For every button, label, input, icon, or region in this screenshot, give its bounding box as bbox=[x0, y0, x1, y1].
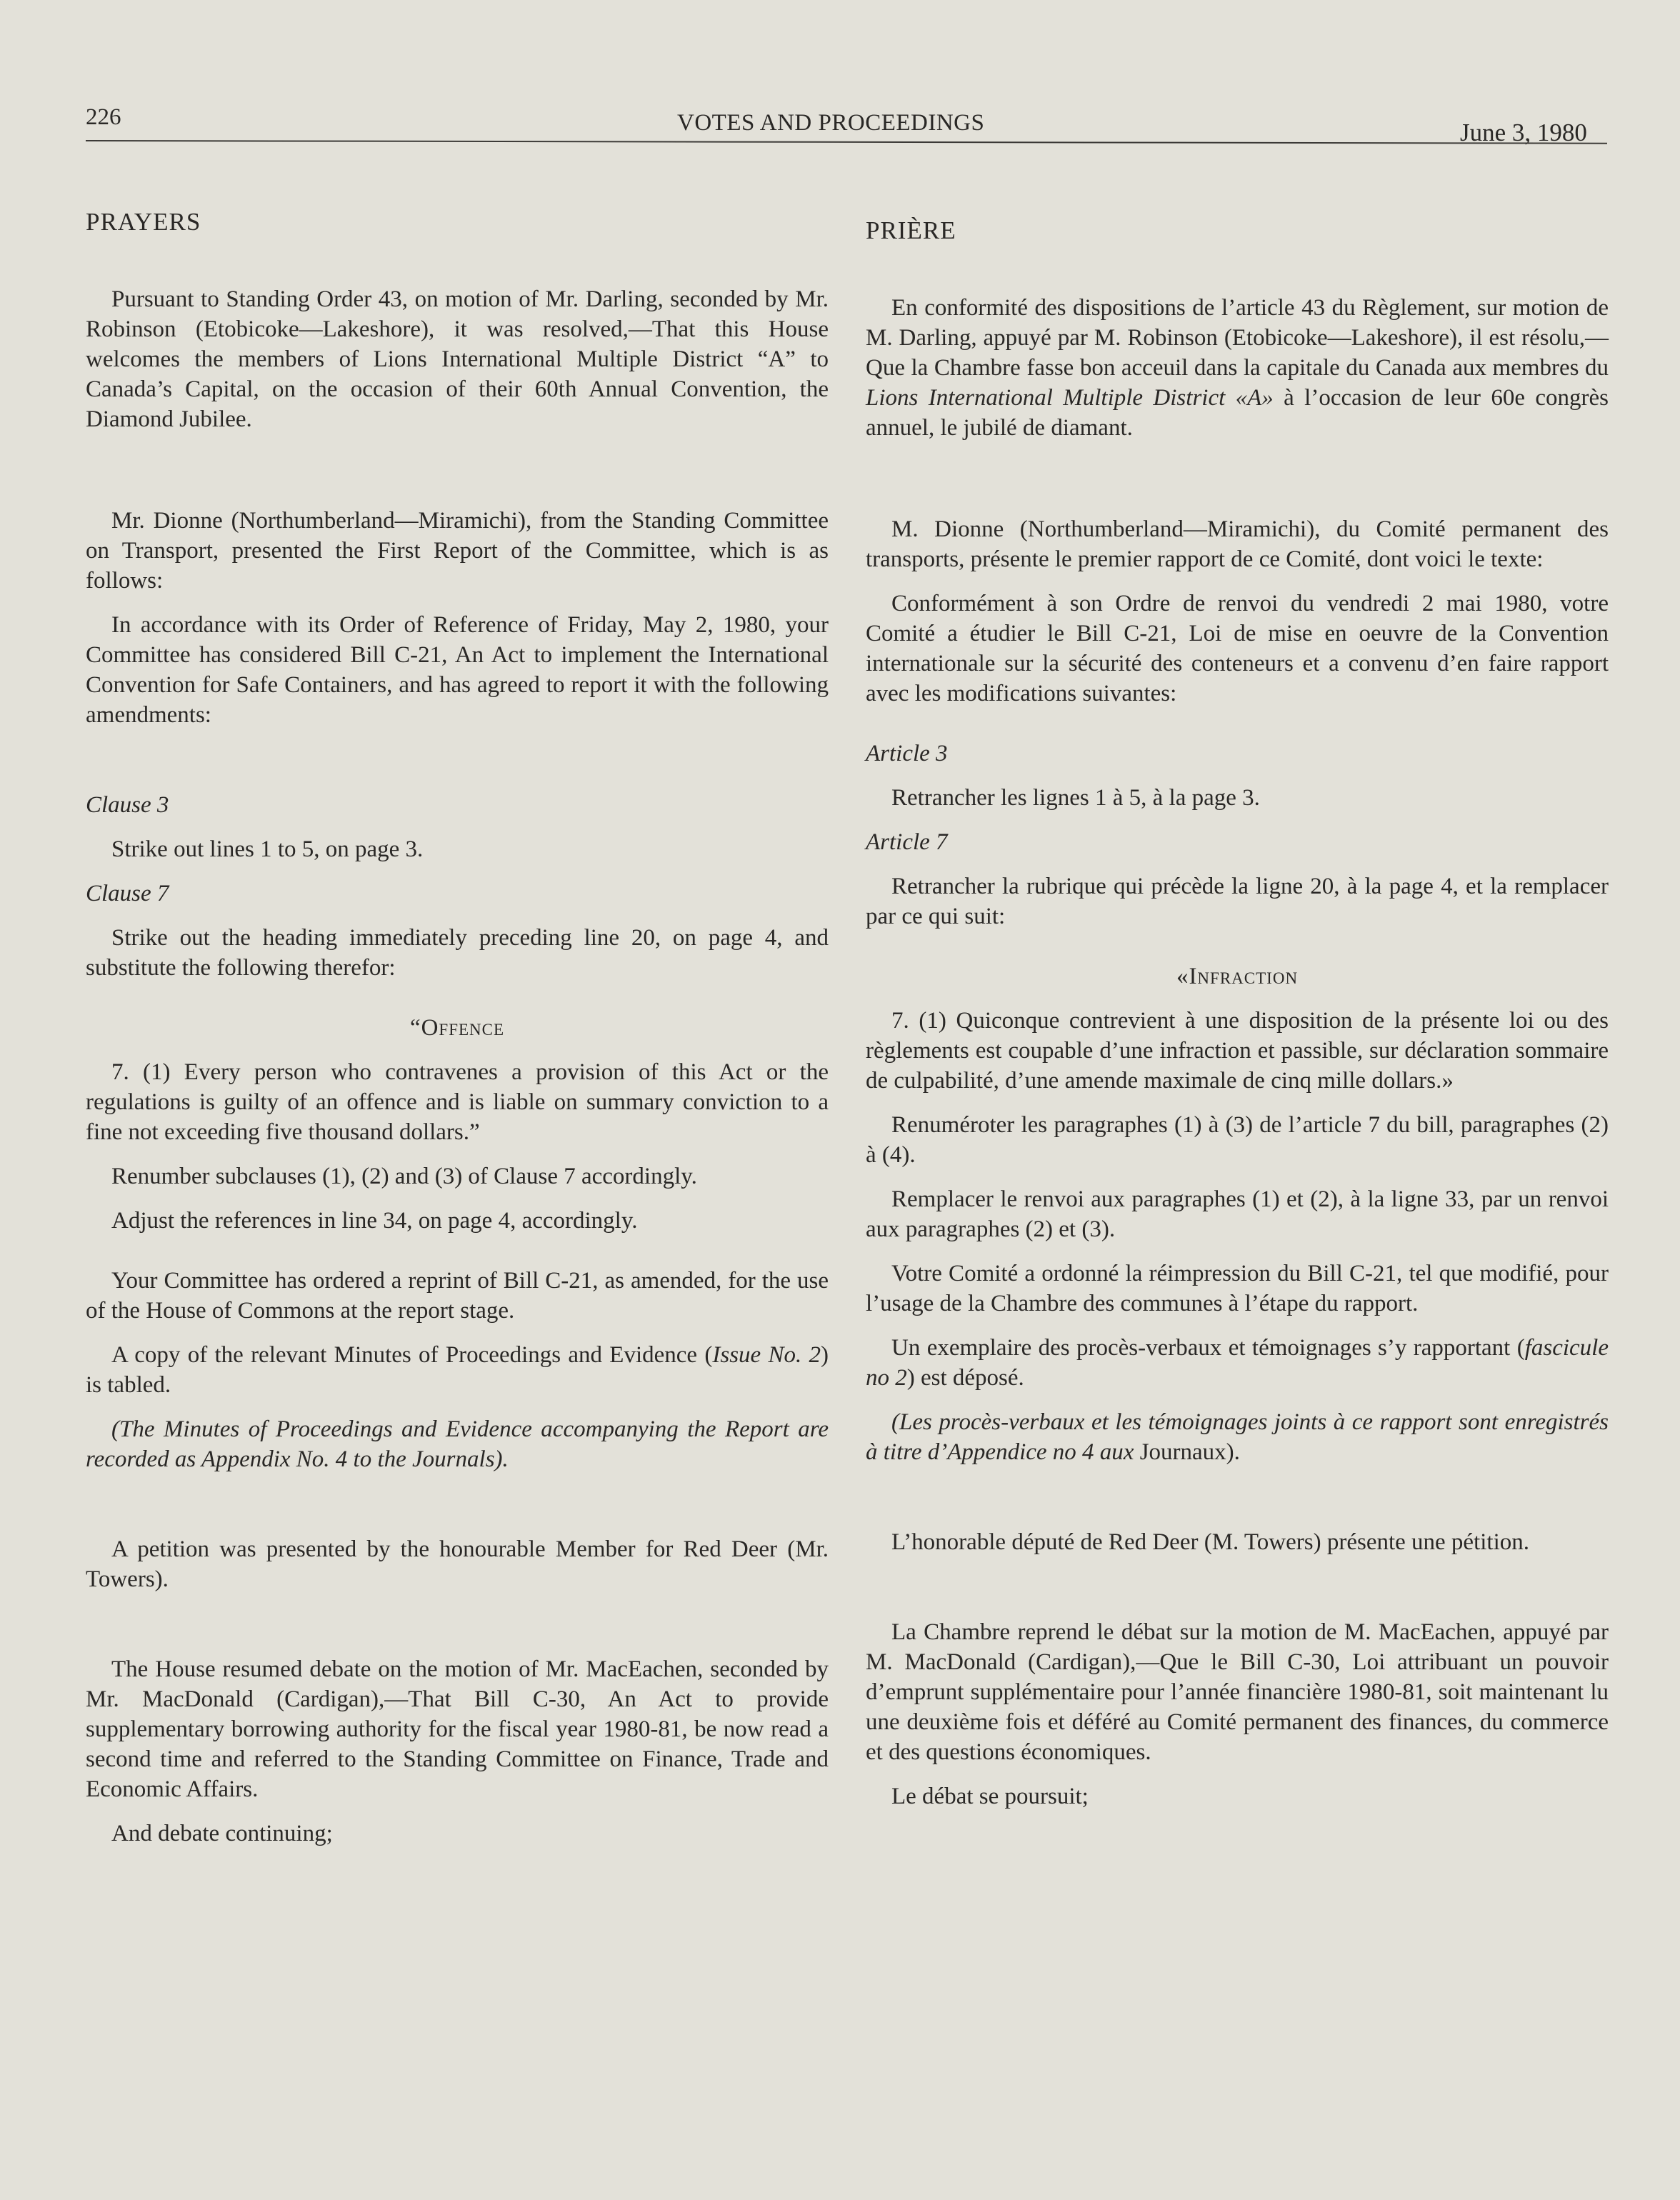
header-rule bbox=[86, 140, 1607, 144]
running-title: VOTES AND PROCEEDINGS bbox=[677, 110, 985, 136]
article-3-label: Article 3 bbox=[866, 741, 948, 766]
minutes-note: (The Minutes of Proceedings and Evidence accompanying the Report are recorded as Appendix No. 4 to the Journals). bbox=[86, 1416, 829, 1472]
copy-tabled-text: A copy of the relevant Minutes of Proceedings and Evidence (Issue No. 2) is tabled. bbox=[86, 1342, 829, 1398]
prayers-heading: PRAYERS bbox=[86, 208, 201, 236]
debate-text: The House resumed debate on the motion of Mr. MacEachen, seconded by Mr. MacDonald (Cardigan),—That Bill C-30, An Act to provide supplementary borrowing authority for the fiscal year 1980-81, be now read a second time and referred to the Standing Committee on Finance, Trade and Economic Affairs. bbox=[86, 1656, 829, 1802]
report-intro-paragraph: Mr. Dionne (Northumberland—Miramichi), from the Standing Committee on Transport, presented the First Report of the Committee, which is as follows: bbox=[86, 508, 829, 594]
article-3-text: Retrancher les lignes 1 à 5, à la page 3. bbox=[891, 785, 1260, 811]
reprint-text-fr: Votre Comité a ordonné la réimpression du Bill C-21, tel que modifié, pour l’usage de la Chambre des communes à l’étape du rapport. bbox=[866, 1261, 1609, 1316]
lions-motion-paragraph-fr: En conformité des dispositions de l’article 43 du Règlement, sur motion de M. Darling, appuyé par M. Robinson (Etobicoke—Lakeshore), il est résolu,—Que la Chambre fasse bon acceuil dans la capitale du Canada aux membres du Lions International Multiple District «A» à l’occasion de leur 60e congrès annuel, le jubilé de diamant. bbox=[866, 295, 1609, 441]
english-column bbox=[86, 207, 829, 1849]
article-7-label: Article 7 bbox=[866, 829, 948, 855]
clause-3-label: Clause 3 bbox=[86, 792, 169, 818]
clause-7-text: Strike out the heading immediately preceding line 20, on page 4, and substitute the following therefor: bbox=[86, 925, 829, 981]
renumber-text: Renumber subclauses (1), (2) and (3) of Clause 7 accordingly. bbox=[111, 1164, 697, 1189]
debate-text-fr: La Chambre reprend le débat sur la motion de M. MacEachen, appuyé par M. MacDonald (Cardigan),—Que le Bill C-30, Loi attribuant un pouvoir d’emprunt supplémentaire pour l’année financière 1980-81, soit maintenant lu une deuxième fois et déféré au Comité permanent des finances, du commerce et des questions économiques. bbox=[866, 1619, 1609, 1765]
petition-text: A petition was presented by the honourable Member for Red Deer (Mr. Towers). bbox=[86, 1536, 829, 1592]
page-number: 226 bbox=[86, 104, 121, 130]
petition-text-fr: L’honorable député de Red Deer (M. Towers) présente une pétition. bbox=[891, 1529, 1529, 1555]
lions-motion-paragraph: Pursuant to Standing Order 43, on motion of Mr. Darling, seconded by Mr. Robinson (Etobicoke—Lakeshore), it was resolved,—That this House welcomes the members of Lions International Multiple District “A” to Canada’s Capital, on the occasion of their 60th Annual Convention, the Diamond Jubilee. bbox=[86, 286, 829, 432]
offence-heading: “Offence bbox=[409, 1015, 505, 1041]
clause-7-label: Clause 7 bbox=[86, 881, 169, 906]
report-body-paragraph: In accordance with its Order of Reference of Friday, May 2, 1980, your Committee has considered Bill C-21, An Act to implement the International Convention for Safe Containers, and has agreed to report it with the following amendments: bbox=[86, 612, 829, 728]
adjust-text-fr: Remplacer le renvoi aux paragraphes (1) et (2), à la ligne 33, par un renvoi aux paragraphes (2) et (3). bbox=[866, 1186, 1609, 1242]
article-7-text: Retrancher la rubrique qui précède la ligne 20, à la page 4, et la remplacer par ce qui suit: bbox=[866, 874, 1609, 929]
offence-text: 7. (1) Every person who contravenes a provision of this Act or the regulations is guilty of an offence and is liable on summary conviction to a fine not exceeding five thousand dollars.” bbox=[86, 1059, 829, 1145]
renumber-text-fr: Renuméroter les paragraphes (1) à (3) de l’article 7 du bill, paragraphes (2) à (4). bbox=[866, 1112, 1609, 1168]
copy-tabled-text-fr: Un exemplaire des procès-verbaux et témoignages s’y rapportant (fascicule no 2) est déposé. bbox=[866, 1335, 1609, 1391]
minutes-note-fr: (Les procès-verbaux et les témoignages joints à ce rapport sont enregistrés à titre d’Appendice no 4 aux Journaux). bbox=[866, 1409, 1609, 1465]
priere-heading: PRIÈRE bbox=[866, 216, 956, 244]
clause-3-text: Strike out lines 1 to 5, on page 3. bbox=[111, 836, 424, 862]
french-column bbox=[866, 216, 1609, 1811]
report-body-paragraph-fr: Conformément à son Ordre de renvoi du vendredi 2 mai 1980, votre Comité a étudier le Bill C-21, Loi de mise en oeuvre de la Convention internationale sur la sécurité des conteneurs et a convenu d’en faire rapport avec les modifications suivantes: bbox=[866, 591, 1609, 706]
report-intro-paragraph-fr: M. Dionne (Northumberland—Miramichi), du Comité permanent des transports, présente le premier rapport de ce Comité, dont voici le texte: bbox=[866, 516, 1609, 572]
debate-continuing-fr: Le débat se poursuit; bbox=[891, 1784, 1089, 1809]
header-date: June 3, 1980 bbox=[1460, 119, 1587, 146]
infraction-text: 7. (1) Quiconque contrevient à une disposition de la présente loi ou des règlements est coupable d’une infraction et passible, sur déclaration sommaire de culpabilité, d’une amende maximale de cinq mille dollars.» bbox=[866, 1008, 1609, 1094]
debate-continuing: And debate continuing; bbox=[111, 1821, 333, 1846]
reprint-text: Your Committee has ordered a reprint of Bill C-21, as amended, for the use of the House of Commons at the report stage. bbox=[86, 1268, 829, 1324]
adjust-text: Adjust the references in line 34, on page 4, accordingly. bbox=[111, 1208, 638, 1234]
infraction-heading: «Infraction bbox=[1176, 964, 1299, 989]
